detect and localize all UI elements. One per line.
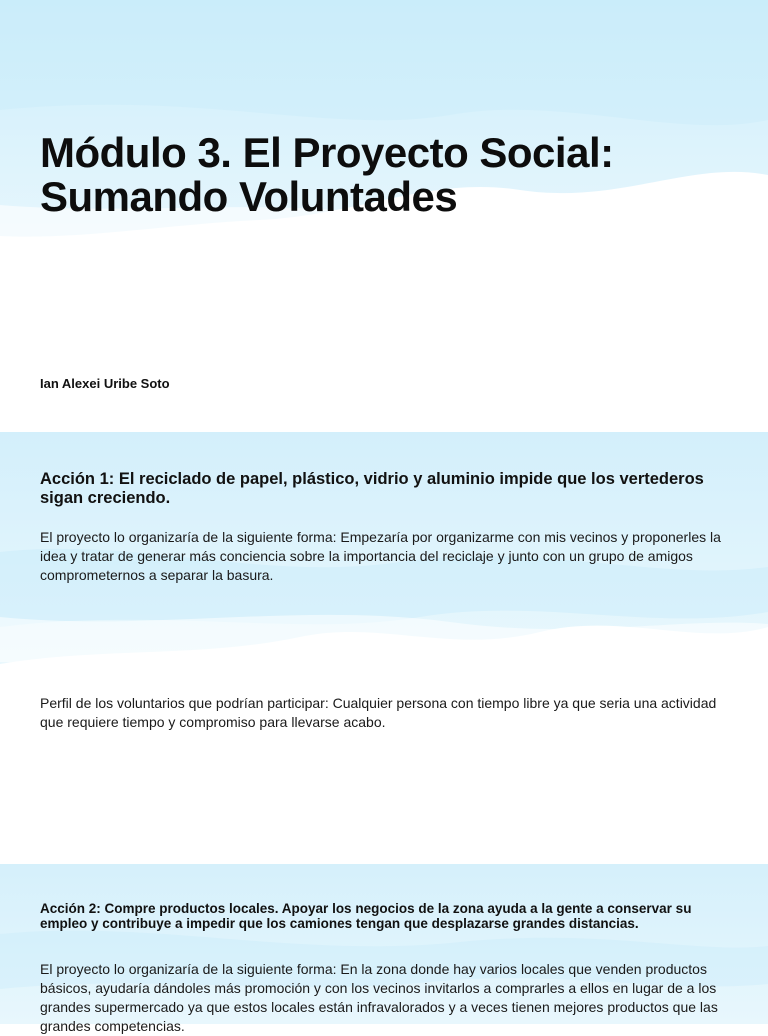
action-2-slide (0, 864, 768, 1034)
action-1-volunteer-profile-text: Perfil de los voluntarios que podrían participar: Cualquier persona con tiempo libre ya que seria una actividad que requiere tiempo y compromiso para llevarse acabo. (40, 695, 717, 730)
action-1-organization-text: El proyecto lo organizaría de la siguiente forma: Empezaría por organizarme con mis vecinos y proponerles la idea y tratar de generar más conciencia sobre la importancia del reciclaje y junto con un grupo de amigos comprometernos a separar la basura. (40, 529, 721, 583)
action-1-slide (0, 432, 768, 864)
page-title: Módulo 3. El Proyecto Social: Sumando Voluntades (40, 129, 614, 220)
action-1-heading: Acción 1: El reciclado de papel, plástico, vidrio y aluminio impide que los vertederos sigan creciendo. (40, 470, 704, 507)
title-slide (0, 0, 768, 432)
author-name: Ian Alexei Uribe Soto (40, 376, 170, 391)
action-2-heading: Acción 2: Compre productos locales. Apoyar los negocios de la zona ayuda a la gente a conservar su empleo y contribuye a impedir que los camiones tengan que desplazarse grandes distancias. (40, 901, 692, 931)
action-2-organization-text: El proyecto lo organizaría de la siguiente forma: En la zona donde hay varios locales que venden productos básicos, ayudaría dándoles más promoción y con los vecinos invitarlos a comprarles a ellos en lugar de a los grandes supermercado ya que estos locales están infravalorados y a veces tienen mejores productos que las grandes competencias. (40, 961, 718, 1034)
